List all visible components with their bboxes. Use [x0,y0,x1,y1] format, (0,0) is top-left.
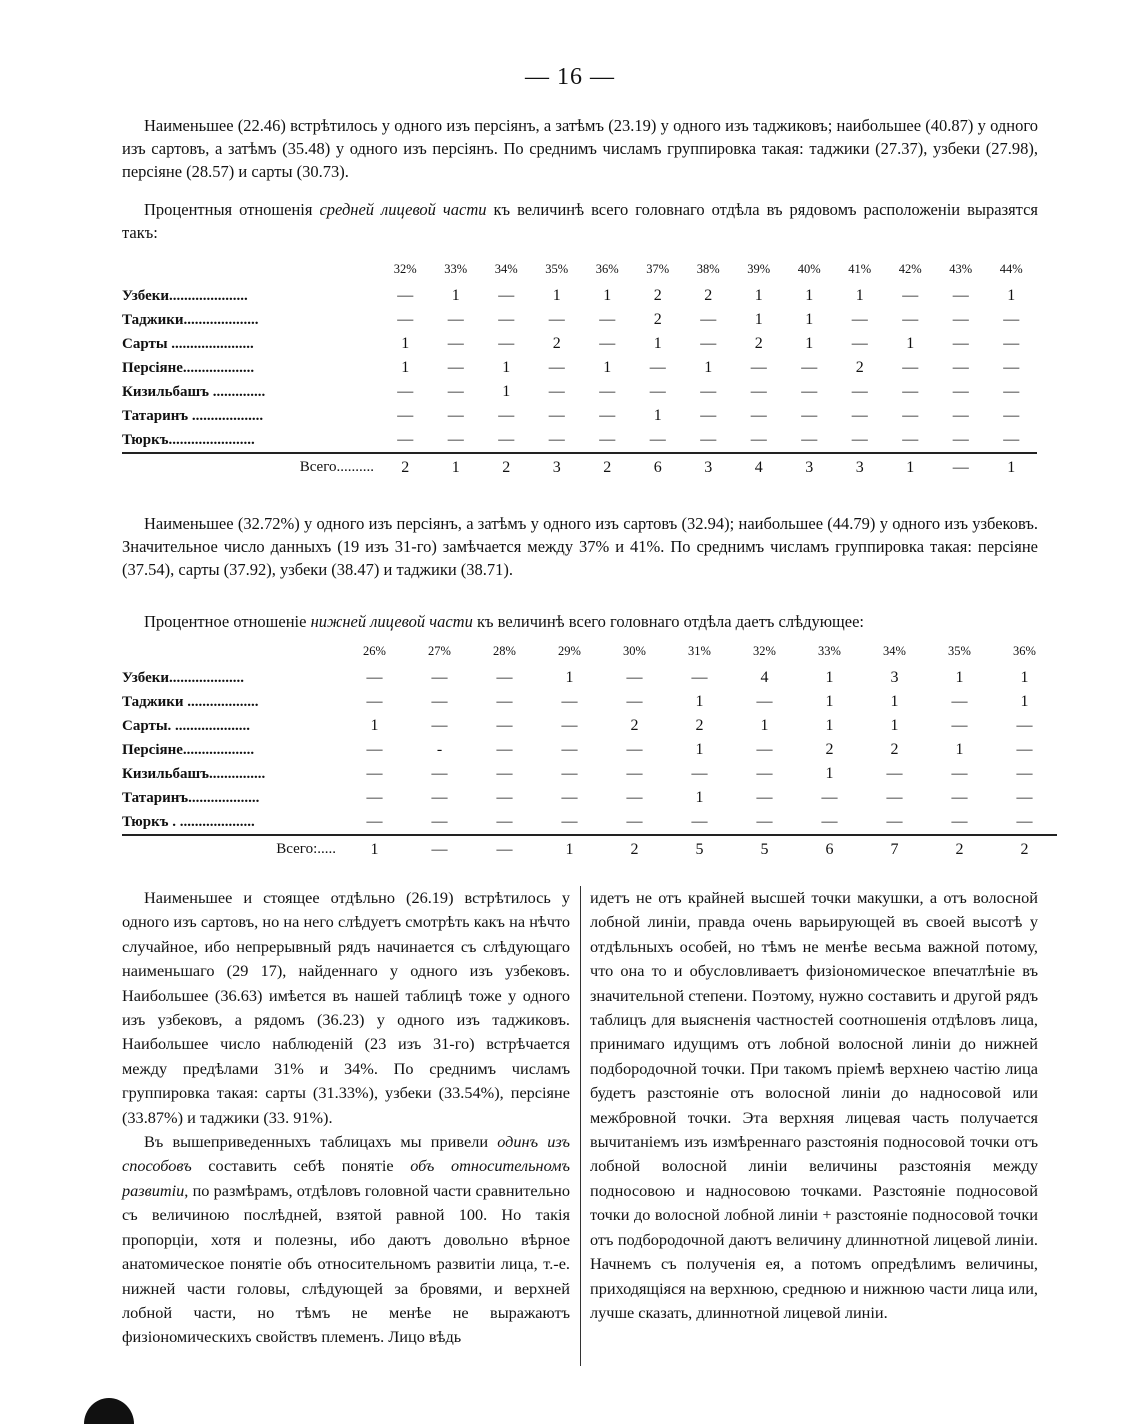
row-label: Кизильбашъ............... [122,765,266,782]
table-cell: — [902,359,919,376]
table-cell: — [902,383,919,400]
table-cell: — [951,693,968,710]
row-label: Таджики ................... [122,693,259,710]
total-cell: 3 [835,453,886,481]
table-cell: — [366,789,383,806]
paragraph-4-before: Процентное отношеніе [144,612,311,631]
total-cell: — [407,835,472,863]
table-cell: — [498,287,515,304]
table-cell: — [626,765,643,782]
total-cell: 2 [602,835,667,863]
table-cell: — [851,431,868,448]
emphasis: объ относительномъ развитіи [122,1156,570,1200]
table-cell: — [952,359,969,376]
table-cell: — [498,335,515,352]
table-cell: — [700,311,717,328]
paragraph-4-emphasis: нижней лицевой части [310,612,473,631]
table-cell: — [700,383,717,400]
table-cell: — [902,287,919,304]
table-cell: — [548,359,565,376]
row-label: Узбеки..................... [122,287,248,304]
table-cell: — [548,383,565,400]
table-cell: 1 [825,717,834,734]
paragraph-3: Наименьшее (32.72%) у одного изъ персіянъ, а затѣмъ у одного изъ сартовъ (32.94); наибольшее (44.79) у одного изъ узбековъ. Значительное число данныхъ (19 изъ 31-го) замѣчается между 37% и 41%. По среднимъ числамъ группировка такая: персіяне (37.54), сарты (37.92), узбеки (38.47) и таджики (38.71). [122,514,1038,579]
column-header: 35% [545,261,569,276]
column-header: 40% [797,261,821,276]
table-cell: 2 [754,335,763,352]
table-cell: 1 [1020,693,1029,710]
table-cell: — [561,813,578,830]
table-row [122,308,1037,332]
table-cell: 4 [760,669,769,686]
table-cell: — [599,383,616,400]
table-cell: — [886,789,903,806]
total-cell: 5 [667,835,732,863]
left-column-paragraph-1: Наименьшее и стоящее отдѣльно (26.19) встрѣтилось у одного изъ сартовъ, но на него слѣдуетъ смотрѣть какъ на нѣчто случайное, ибо непрерывный рядъ начинается съ слѣдующаго наименьшаго (29 17), найденнаго у одного изъ узбековъ. Наибольшее (36.63) имѣется въ нашей таблицѣ тоже у одного изъ узбековъ, а рядомъ (36.23) у одного изъ таджиковъ. Наибольшее число наблюденій (23 изъ 31-го) встрѣчается между предѣлами 31% и 34%. По среднимъ числамъ группировка такая: сарты (31.33%), узбеки (33.54%), персіяне (33.87%) и таджики (33. 91%). [122,888,570,1127]
right-column-paragraph: идетъ не отъ крайней высшей точки макушки, а отъ волосной лобной линіи, правда очень варьирующей въ своей высотѣ у отдѣльныхъ особей, но тѣмъ не менѣе весьма важной потому, что она то и обусловливаетъ физіономическое впечатлѣніе въ значительной степени. Поэтому, нужно составить и другой рядъ таблицъ для выясненія частностей соотношенія отдѣловъ лица, принимаго идущимъ отъ лобной волосной линіи до нижней подбородочной точки. При такомъ пріемѣ верхнею частію лица будетъ разстояніе отъ волосной линіи до надносовой или межбровной точки. Эта верхняя лицевая часть получается вычитаніемъ изъ измѣреннаго разстоянія подносовой точки отъ лобной волосной линіи величины разстоянія между подносовою и надносовою точками. Разстояніе подносовой точки до волосной лобной линіи + разстояніе подносовой точки отъ подбородочной даютъ величину длиннотной лицевой линіи. Начнемъ съ полученія ея, а потомъ опредѣлимъ величины, приходящіяся на верхнюю, среднюю и нижнюю части лица или, лучше сказать, длиннотной лицевой линіи. [590,888,1038,1322]
table-cell: — [626,813,643,830]
table-header-row [122,254,1037,284]
paragraph-4-after: къ величинѣ всего головнаго отдѣла даетъ слѣдующее: [472,612,864,631]
table-cell: 1 [805,335,814,352]
left-column-paragraph-2 [122,1130,570,1350]
table-cell: — [851,311,868,328]
table-cell: — [801,383,818,400]
table-cell: 2 [695,717,704,734]
page-number: — 16 — [525,64,615,90]
table-cell: — [496,693,513,710]
table-cell: 1 [603,359,612,376]
table-cell: — [447,431,464,448]
table-cell: — [756,741,773,758]
table-cell: — [649,431,666,448]
table-row [122,428,1037,453]
total-cell: 2 [481,453,532,481]
table-cell: — [691,813,708,830]
total-label: Всего:..... [122,835,342,863]
table-cell: — [1016,741,1033,758]
table-cell: 1 [855,287,864,304]
total-cell: 1 [431,453,482,481]
table-cell: — [397,311,414,328]
table-cell: — [496,669,513,686]
paragraph-2-emphasis: средней лицевой части [319,200,487,219]
table-row [122,666,1057,690]
text-run: Въ вышеприведенныхъ таблицахъ мы привели [144,1132,498,1152]
table-cell: — [886,813,903,830]
table-cell: — [1016,717,1033,734]
table-cell: 1 [955,669,964,686]
table-cell: — [851,335,868,352]
table-cell: 2 [653,311,662,328]
table-cell: 2 [630,717,639,734]
column-header: 39% [747,261,771,276]
total-cell: 3 [532,453,583,481]
table-cell: 1 [955,741,964,758]
table-cell: — [801,407,818,424]
table-cell: — [626,693,643,710]
table-cell: — [700,335,717,352]
table-cell: — [821,813,838,830]
table-cell: — [397,431,414,448]
table-row [122,762,1057,786]
table-cell: — [496,717,513,734]
table-cell: 1 [695,693,704,710]
table-row [122,284,1037,308]
table-cell: — [951,789,968,806]
table-cell: — [447,407,464,424]
total-cell: 1 [986,453,1037,481]
table-cell: 1 [401,335,410,352]
column-header: 33% [444,261,468,276]
table-row [122,786,1057,810]
table-cell: 1 [825,765,834,782]
table-cell: — [952,383,969,400]
column-header: 29% [558,643,581,658]
table-cell: — [1016,765,1033,782]
table-cell: — [599,311,616,328]
table-cell: — [952,407,969,424]
total-cell: — [936,453,987,481]
table-cell: — [902,431,919,448]
row-label: Персіяне................... [122,359,255,376]
table-cell: — [756,693,773,710]
column-header: 34% [494,261,518,276]
table-cell: - [436,741,443,758]
total-cell: 3 [784,453,835,481]
column-divider [580,886,581,1366]
table-cell: — [498,431,515,448]
table-cell: — [561,741,578,758]
table-cell: — [1003,431,1020,448]
row-label: Персіяне................... [122,741,255,758]
table-cell: — [700,431,717,448]
table-cell: — [431,693,448,710]
table-cell: — [750,407,767,424]
total-cell: 1 [342,835,407,863]
table-cell: — [548,431,565,448]
table-cell: — [431,789,448,806]
table-cell: 1 [754,311,763,328]
table-lower-face-ratio [122,636,1057,863]
table-cell: — [447,383,464,400]
table-cell: — [649,359,666,376]
table-cell: 2 [704,287,713,304]
table-cell: — [801,431,818,448]
table-cell: 1 [451,287,460,304]
table-cell: — [1003,359,1020,376]
table-row [122,810,1057,835]
row-label: Сарты ...................... [122,335,254,352]
table-cell: 2 [890,741,899,758]
total-cell: 5 [732,835,797,863]
table-cell: — [700,407,717,424]
row-label: Тюркъ . .................... [122,813,255,830]
table-cell: — [902,311,919,328]
total-cell: 7 [862,835,927,863]
left-column [122,886,570,1350]
table-cell: — [951,717,968,734]
table-cell: 3 [890,669,899,686]
table-cell: — [951,813,968,830]
table-cell: 1 [401,359,410,376]
table-cell: — [498,311,515,328]
table-row [122,404,1037,428]
table-cell: — [951,765,968,782]
table-cell: — [447,335,464,352]
table-cell: 1 [825,669,834,686]
table-cell: — [626,789,643,806]
table-cell: — [691,765,708,782]
table-cell: 1 [565,669,574,686]
table-cell: — [447,359,464,376]
table-cell: — [626,669,643,686]
table-cell: — [397,383,414,400]
total-cell: 2 [992,835,1057,863]
table-cell: — [902,407,919,424]
table-cell: — [750,383,767,400]
table-cell: — [952,311,969,328]
table-cell: — [1003,383,1020,400]
total-cell: 2 [927,835,992,863]
paragraph-4 [122,610,1038,633]
total-row [122,835,1057,863]
total-cell: 2 [380,453,431,481]
table-cell: — [1016,789,1033,806]
column-header: 44% [999,261,1023,276]
text-run: составить себѣ понятіе [191,1156,411,1176]
row-label: Узбеки.................... [122,669,245,686]
row-label: Тюркъ....................... [122,431,255,448]
table-cell: — [548,407,565,424]
table-cell: — [496,813,513,830]
table-cell: 1 [695,741,704,758]
table-cell: 1 [890,717,899,734]
table-row [122,714,1057,738]
table-cell: — [756,765,773,782]
table-cell: — [756,813,773,830]
table-cell: 1 [805,287,814,304]
table-cell: — [1003,407,1020,424]
row-label: Татаринъ................... [122,789,260,806]
text-run: , по размѣрамъ, отдѣловъ головной части сравнительно съ величиною послѣдней, взятой равной 100. Но такія пропорціи, хотя и полезны, ибо даютъ довольно вѣрное анатомическое понятіе объ относительномъ развитіи лица, т.-е. нижней части головы, слѣдующей за бровями, и верхней лобной части, но тѣмъ не менѣе не выражаютъ физіономическихъ свойствъ племенъ. Лицо вѣдь [122,1180,570,1347]
table-cell: 1 [704,359,713,376]
column-header: 37% [646,261,670,276]
column-header: 28% [493,643,516,658]
total-cell: 4 [734,453,785,481]
table-cell: 1 [1007,287,1016,304]
table-cell: — [561,717,578,734]
total-cell: 6 [633,453,684,481]
table-cell: 1 [1020,669,1029,686]
table-cell: — [626,741,643,758]
table-cell: — [649,383,666,400]
table-cell: — [1003,335,1020,352]
table-cell: — [851,383,868,400]
column-header: 32% [753,643,776,658]
column-header: 34% [883,643,906,658]
column-header: 26% [363,643,386,658]
table-cell: — [561,693,578,710]
table-header-row [122,636,1057,666]
table-cell: 1 [906,335,915,352]
table-cell: — [366,813,383,830]
column-header: 35% [948,643,971,658]
table-cell: 2 [653,287,662,304]
table-cell: 1 [890,693,899,710]
table-cell: — [599,407,616,424]
table-cell: — [691,669,708,686]
table-cell: 2 [855,359,864,376]
total-cell: 1 [537,835,602,863]
table-cell: — [431,765,448,782]
table-middle-face-ratio [122,254,1037,481]
table-cell: — [561,789,578,806]
paragraph-2 [122,198,1038,244]
right-column [590,886,1038,1325]
table-cell: — [599,335,616,352]
table-row [122,332,1037,356]
ink-blot [84,1398,134,1424]
total-cell: 2 [582,453,633,481]
table-cell: 1 [552,287,561,304]
paragraph-2-after: къ величинѣ всего головнаго отдѣла въ рядовомъ расположеніи выразятся такъ: [122,200,1038,242]
table-cell: — [801,359,818,376]
table-cell: — [447,311,464,328]
table-cell: — [366,765,383,782]
table-row [122,356,1037,380]
table-cell: 2 [552,335,561,352]
row-label: Таджики.................... [122,311,259,328]
column-header: 36% [1013,643,1036,658]
column-header: 36% [595,261,619,276]
table-cell: 1 [603,287,612,304]
table-cell: — [498,407,515,424]
table-cell: — [599,431,616,448]
table-cell: — [756,789,773,806]
column-header: 42% [898,261,922,276]
table-cell: — [851,407,868,424]
table-cell: — [366,693,383,710]
table-cell: — [366,669,383,686]
column-header: 41% [848,261,872,276]
table-cell: — [496,789,513,806]
table-cell: 1 [760,717,769,734]
table-cell: — [561,765,578,782]
table-cell: 1 [805,311,814,328]
row-label: Татаринъ ................... [122,407,264,424]
table-cell: — [431,813,448,830]
row-label: Сарты. .................... [122,717,251,734]
table-row [122,738,1057,762]
table-cell: — [952,431,969,448]
table-cell: 1 [370,717,379,734]
total-label: Всего.......... [122,453,380,481]
table-cell: — [397,287,414,304]
total-cell: — [472,835,537,863]
total-cell: 3 [683,453,734,481]
table-cell: 1 [653,335,662,352]
table-cell: — [431,669,448,686]
table-row [122,690,1057,714]
table-cell: 1 [502,383,511,400]
table-cell: 2 [825,741,834,758]
table-cell: 1 [502,359,511,376]
row-label: Кизильбашъ .............. [122,383,266,400]
column-header: 38% [696,261,720,276]
table-cell: — [496,741,513,758]
table-cell: 1 [695,789,704,806]
paragraph-1: Наименьшее (22.46) встрѣтилось у одного изъ персіянъ, а затѣмъ (23.19) у одного изъ таджиковъ; наибольшее (40.87) у одного изъ сартовъ, а затѣмъ (35.48) у одного изъ персіянъ. По среднимъ числамъ группировка такая: таджики (27.37), узбеки (27.98), персіяне (28.57) и сарты (30.73). [122,116,1038,181]
table-row [122,380,1037,404]
column-header: 32% [393,261,417,276]
column-header: 43% [949,261,973,276]
table-cell: — [431,717,448,734]
column-header: 33% [818,643,841,658]
column-header: 30% [623,643,646,658]
table-cell: 1 [825,693,834,710]
table-cell: — [952,335,969,352]
emphasis: одинъ изъ способовъ [122,1132,570,1176]
table-cell: — [496,765,513,782]
total-row [122,453,1037,481]
table-cell: — [750,359,767,376]
table-cell: 1 [653,407,662,424]
paragraph-2-before: Процентныя отношенія [144,200,320,219]
column-header: 27% [428,643,451,658]
table-cell: — [821,789,838,806]
total-cell: 6 [797,835,862,863]
total-cell: 1 [885,453,936,481]
table-cell: — [366,741,383,758]
table-cell: — [750,431,767,448]
table-cell: — [397,407,414,424]
table-cell: — [548,311,565,328]
table-cell: 1 [754,287,763,304]
column-header: 31% [688,643,711,658]
table-cell: — [952,287,969,304]
table-cell: — [886,765,903,782]
table-cell: — [1016,813,1033,830]
table-cell: — [1003,311,1020,328]
